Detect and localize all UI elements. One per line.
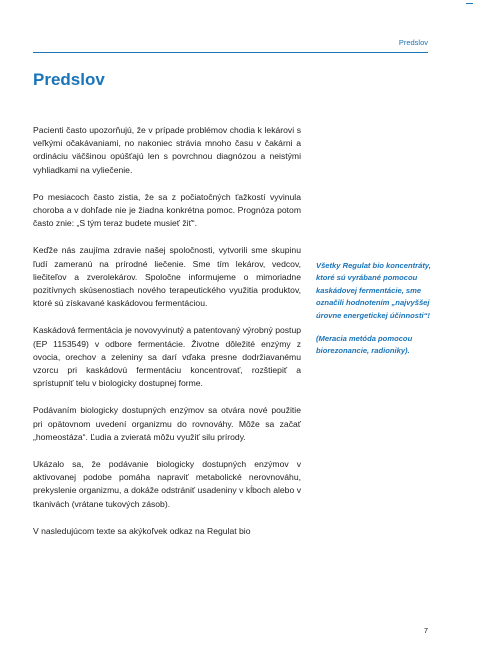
sidebar-note-text: Všetky Regulat bio koncentráty, ktoré sú vyrábané pomocou kaskádovej fermentácie, sme označili hodnotením „najvyššej úrovne energetickej účinnosti“! xyxy=(316,261,431,320)
body-paragraph: Podávaním biologicky dostupných enzýmov sa otvára nové použitie pri opätovnom uvedení organizmu do rovnováhy. Môže sa začať „homeostáza“. Ľudia a zvieratá môžu využiť silu prírody. xyxy=(33,405,301,442)
corner-mark xyxy=(466,3,473,4)
body-paragraph: Keďže nás zaujíma zdravie našej spoločnosti, vytvorili sme skupinu ľudí zameranú na prírodné liečenie. Sme tím lekárov, vedcov, liečiteľov a zverolekárov. Spoločne informujeme o mimoriadne pozitívnych skúsenostiach nového terapeutického využitia produktov, ktoré sú získavané kaskádovou fermentáciou. xyxy=(33,245,301,309)
running-header: Predslov xyxy=(398,38,428,47)
sidebar-note xyxy=(316,260,434,369)
body-paragraph: Kaskádová fermentácia je novovyvinutý a patentovaný výrobný postup (EP 1153549) v odbore fermentácie. Životne dôležité enzýmy z ovocia, orechov a zeleniny sa darí vďaka presne dodržiavanému vzorcu pri kaskádovú fermentáciu koncentrovať, rozštiepiť a sprístupniť telu v biologicky dostupnej forme. xyxy=(33,325,301,389)
body-paragraph: Po mesiacoch často zistia, že sa z počiatočných ťažkostí vyvinula choroba a v dohľade nie je žiadna konkrétna pomoc. Prognóza potom často znie: „S tým teraz budete musieť žiť“. xyxy=(33,191,301,229)
body-text-column xyxy=(33,124,301,552)
sidebar-footnote: (Meracia metóda pomocou biorezonancie, radioniky). xyxy=(316,334,413,356)
header-divider xyxy=(33,52,428,53)
page-title: Predslov xyxy=(33,70,105,89)
body-paragraph: Ukázalo sa, že podávanie biologicky dostupných enzýmov v aktivovanej podobe pomáha napraviť metabolické nerovnováhu, prekyslenie organizmu, a dokáže odstrániť usadeniny v kĺboch alebo v tkanivách (vrátane tukových zásob). xyxy=(33,459,301,509)
body-paragraph: Pacienti často upozorňujú, že v prípade problémov chodia k lekárovi s veľkými očakávaniami, no nakoniec strávia mnoho času v čakárni a ordináciu väčšinou opúšťajú len s povrchnou diagnózou a neistými vyhliadkami na vyliečenie. xyxy=(33,125,301,175)
body-paragraph: V nasledujúcom texte sa akýkoľvek odkaz na Regulat bio xyxy=(33,525,251,536)
page-number: 7 xyxy=(423,626,428,635)
